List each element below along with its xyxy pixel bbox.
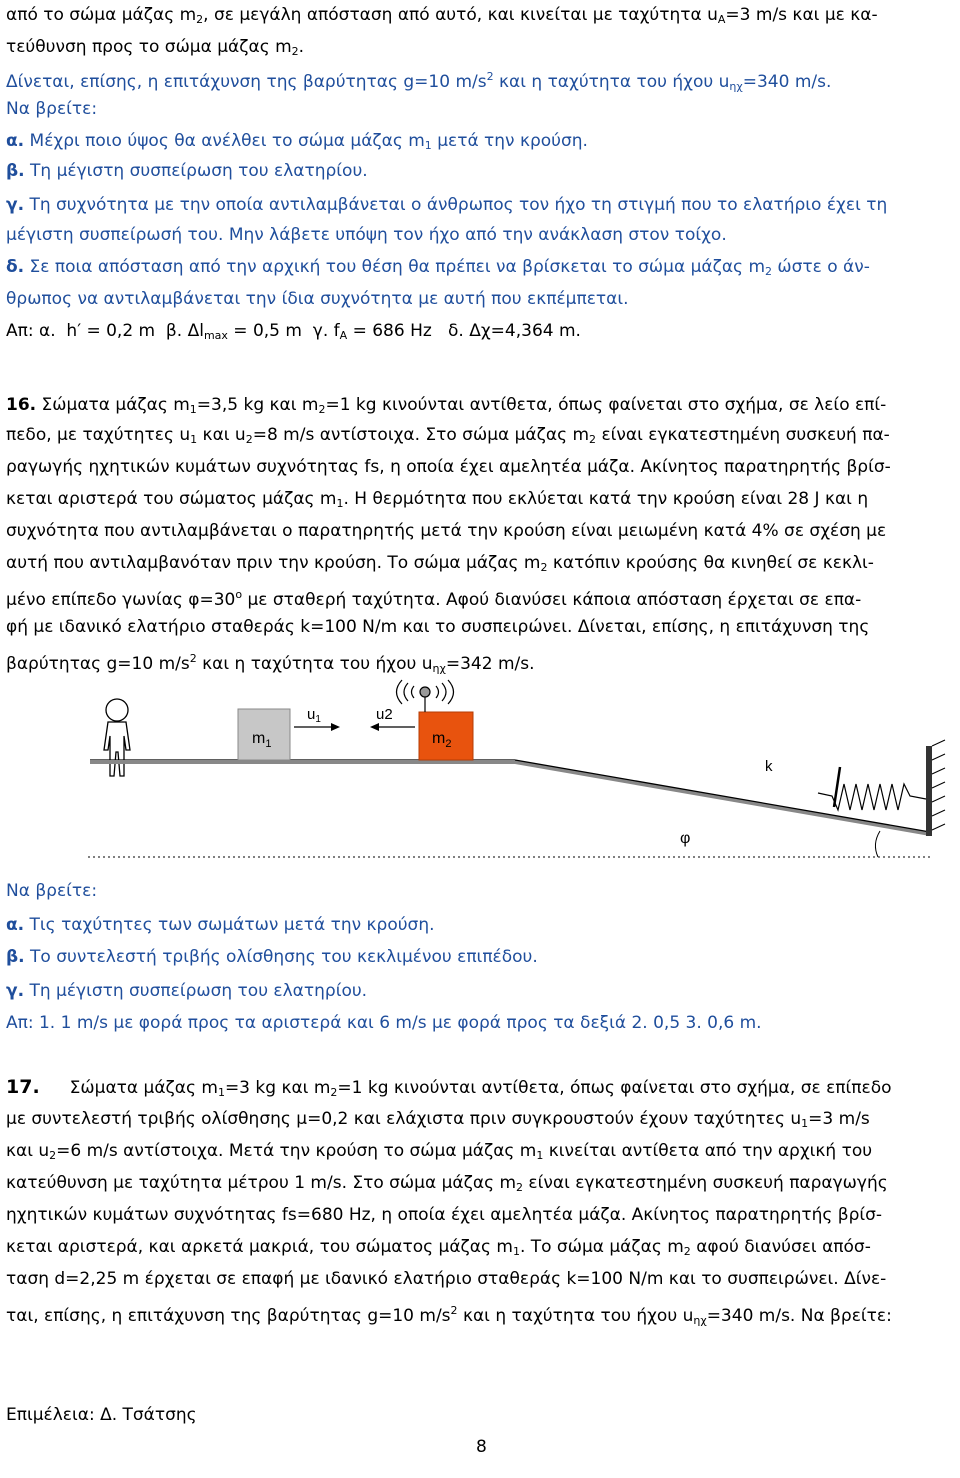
answers-line: Απ: α. h′ = 0,2 m β. $\Delta l_{max} = 0,5$ m γ. $f_A = 686$ Hz δ. Δχ=4,364 m.	[6, 321, 581, 342]
spring	[818, 767, 926, 810]
problem-16-line: συχνότητα που αντιλαμβάνεται ο παρατηρητής μετά την κρούση είναι μειωμένη κατά 4% σε σχέση με	[6, 521, 887, 541]
question-a: α. Μέχρι ποιο ύψος θα ανέλθει το σώμα μάζας $m_1$ μετά την κρούση.	[6, 131, 588, 152]
block-m2	[419, 712, 473, 760]
svg-text:u2: u2	[376, 706, 393, 723]
problem-16-line: φή με ιδανικό ελατήριο σταθεράς k=100 N/m και το συσπειρώνει. Δίνεται, επίσης, η επιτάχυνση της	[6, 617, 870, 637]
problem-17-line: ται, επίσης, η επιτάχυνση της βαρύτητας g=10 $m/s^2$ και η ταχύτητα του ήχου $u_{\eta\chi}=340$ m/s. Να βρείτε:	[6, 1304, 892, 1327]
question-c: γ. Τη συχνότητα με την οποία αντιλαμβάνεται ο άνθρωπος τον ήχο τη στιγμή που το ελατήριο έχει τη	[6, 195, 888, 215]
question-d: δ. Σε ποια απόσταση από την αρχική του θέση θα πρέπει να βρίσκεται το σώμα μάζας $m_2$ ώστε ο άν-	[6, 257, 870, 278]
angle-label-phi: φ	[680, 830, 691, 847]
find-heading: Να βρείτε:	[6, 99, 98, 119]
svg-text:m1: $m_1$	[252, 730, 272, 750]
question-b: β. Τη μέγιστη συσπείρωση του ελατηρίου.	[6, 161, 368, 181]
question-a: α. Τις ταχύτητες των σωμάτων μετά την κρούση.	[6, 915, 435, 935]
problem-16-line: κεται αριστερά του σώματος μάζας $m_1$. Η θερμότητα που εκλύεται κατά την κρούση είναι 28 J και η	[6, 489, 869, 510]
page-number: 8	[476, 1437, 487, 1457]
problem-16-line: μένο επίπεδο γωνίας $\varphi=30^o$ με σταθερή ταχύτητα. Αφού διανύσει κάποια απόσταση έρχεται σε επα-	[6, 588, 862, 610]
problem-17-line: ηχητικών κυμάτων συχνότητας fs=680 Hz, η οποία έχει αμελητέα μάζα. Ακίνητος παρατηρητής βρίσ-	[6, 1205, 883, 1225]
answers-line: Απ: 1. 1 m/s με φορά προς τα αριστερά και 6 m/s με φορά προς τα δεξιά 2. 0,5 3. 0,6 m.	[6, 1013, 762, 1033]
svg-text:u1: $u_1$	[307, 706, 321, 725]
problem-16-figure	[0, 670, 960, 870]
question-c-cont: μέγιστη συσπείρωσή του. Μην λάβετε υπόψη τον ήχο από την ανάκλαση στον τοίχο.	[6, 225, 727, 245]
problem-17-line: κεται αριστερά, και αρκετά μακριά, του σώματος μάζας $m_1$. Το σώμα μάζας $m_2$ αφού διανύσει απόσ-	[6, 1237, 871, 1258]
sound-source-icon	[397, 680, 454, 712]
incline-plane	[88, 760, 930, 857]
find-heading: Να βρείτε:	[6, 881, 98, 901]
footer-editor: Επιμέλεια: Δ. Τσάτσης	[6, 1405, 197, 1425]
observer-figure	[104, 699, 130, 776]
text-line: από το σώμα μάζας $m_2$, σε μεγάλη απόσταση από αυτό, και κινείται με ταχύτητα $u_A=3$ m/s και με κα-	[6, 5, 878, 26]
problem-16-line: αυτή που αντιλαμβανόταν πριν την κρούση. Το σώμα μάζας $m_2$ κατόπιν κρούσης θα κινηθεί σε κεκλι-	[6, 553, 874, 574]
velocity-arrow-u2	[370, 723, 415, 731]
question-c: γ. Τη μέγιστη συσπείρωση του ελατηρίου.	[6, 981, 368, 1001]
problem-16-line: 16. Σώματα μάζας $m_1=3,5$ kg και $m_2=1$ kg κινούνται αντίθετα, όπως φαίνεται στο σχήμα, σε λείο επί-	[6, 395, 887, 416]
problem-17-line: 17. Σώματα μάζας $m_1=3$ kg και $m_2=1$ kg κινούνται αντίθετα, όπως φαίνεται στο σχήμα, σε επίπεδο	[6, 1076, 892, 1099]
floor	[90, 760, 515, 764]
problem-17-line: ταση d=2,25 m έρχεται σε επαφή με ιδανικό ελατήριο σταθεράς k=100 N/m και το συσπειρώνει. Δίνε-	[6, 1269, 887, 1289]
text-line: Δίνεται, επίσης, η επιτάχυνση της βαρύτητας g=10 $m/s^2$ και η ταχύτητα του ήχου $u_{\eta\chi}=340$ m/s.	[6, 70, 832, 93]
problem-17-line: κατεύθυνση με ταχύτητα μέτρου 1 m/s. Στο σώμα μάζας $m_2$ είναι εγκατεστημένη συσκευή παραγωγής	[6, 1173, 888, 1194]
wall	[926, 740, 945, 836]
problem-16-line: ραγωγής ηχητικών κυμάτων συχνότητας fs, η οποία έχει αμελητέα μάζα. Ακίνητος παρατηρητής βρίσ-	[6, 457, 891, 477]
problem-17-line: και $u_2=6$ m/s αντίστοιχα. Μετά την κρούση το σώμα μάζας $m_1$ κινείται αντίθετα από την αρχική του	[6, 1141, 873, 1162]
problem-17-line: με συντελεστή τριβής ολίσθησης μ=0,2 και ελάχιστα πριν συγκρουστούν έχουν ταχύτητες $u_1=3$ m/s	[6, 1109, 870, 1130]
svg-text:m2: $m_2$	[432, 730, 452, 750]
spring-label-k: k	[765, 758, 773, 775]
problem-16-line: βαρύτητας g=10 $m/s^2$ και η ταχύτητα του ήχου $u_{\eta\chi}=342$ m/s.	[6, 652, 535, 675]
question-b: β. Το συντελεστή τριβής ολίσθησης του κεκλιμένου επιπέδου.	[6, 947, 538, 967]
question-d-cont: θρωπος να αντιλαμβάνεται την ίδια συχνότητα με αυτή που εκπέμπεται.	[6, 289, 629, 309]
text-line: τεύθυνση προς το σώμα μάζας $m_2$.	[6, 37, 305, 58]
problem-16-line: πεδο, με ταχύτητες $u_1$ και $u_2=8$ m/s αντίστοιχα. Στο σώμα μάζας $m_2$ είναι εγκατεστημένη συσκευή πα-	[6, 425, 890, 446]
